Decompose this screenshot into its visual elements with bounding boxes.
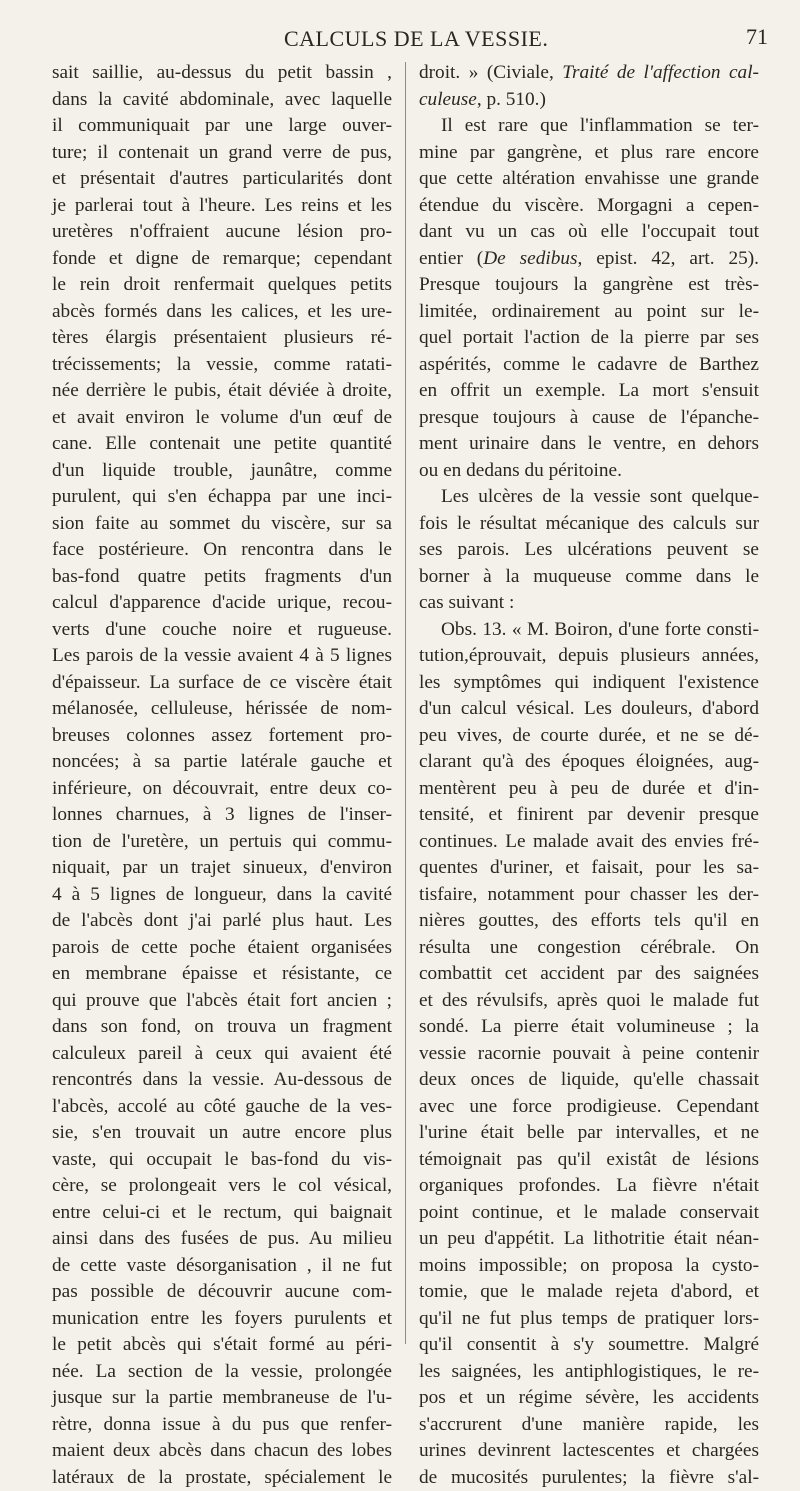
text-line: vessie racornie pouvait à peine contenir bbox=[419, 1041, 759, 1068]
page-number: 71 bbox=[746, 24, 768, 50]
text-line: ses parois. Les ulcérations peuvent se bbox=[419, 537, 759, 564]
text-line: les symptômes qui indiquent l'existence bbox=[419, 670, 759, 697]
text-line: face postérieure. On rencontra dans le bbox=[52, 537, 392, 564]
text-line: qui prouve que l'abcès était fort ancien ; bbox=[52, 988, 392, 1015]
text-line: témoignait pas qu'il existât de lésions bbox=[419, 1147, 759, 1174]
text-line: jusque sur la partie membraneuse de l'u- bbox=[52, 1385, 392, 1412]
text-line: l'urine était belle par intervalles, et ne bbox=[419, 1120, 759, 1147]
text-line: Presque toujours la gangrène est très- bbox=[419, 272, 759, 299]
text-line: née. La section de la vessie, prolongée bbox=[52, 1359, 392, 1386]
text-line: limitée, ordinairement au point sur le- bbox=[419, 299, 759, 326]
text-line: pas possible de découvrir aucune com- bbox=[52, 1279, 392, 1306]
text-line: en offrit un exemple. La mort s'ensuit bbox=[419, 378, 759, 405]
text-line: née derrière le pubis, était déviée à droite, bbox=[52, 378, 392, 405]
text-line: avec une force prodigieuse. Cependant bbox=[419, 1094, 759, 1121]
text-line: que cette altération envahisse une grande bbox=[419, 166, 759, 193]
text-line: quentes d'uriner, et faisait, pour les sa- bbox=[419, 855, 759, 882]
text-line: purulent, qui s'en échappa par une inci- bbox=[52, 484, 392, 511]
text-line: aspérités, comme le cadavre de Barthez bbox=[419, 352, 759, 379]
text-line: point continue, et le malade conservait bbox=[419, 1200, 759, 1227]
text-line: en membrane épaisse et résistante, ce bbox=[52, 961, 392, 988]
text-line: borner à la muqueuse comme dans le bbox=[419, 564, 759, 591]
text-line: inférieure, on découvrait, entre deux co- bbox=[52, 776, 392, 803]
text-line: Les ulcères de la vessie sont quelque- bbox=[419, 484, 759, 511]
text-line: entre celui-ci et le rectum, qui baignait bbox=[52, 1200, 392, 1227]
text-line: continues. Le malade avait des envies fré- bbox=[419, 829, 759, 856]
text-line: trécissements; la vessie, comme ratati- bbox=[52, 352, 392, 379]
text-line: culeuse, p. 510.) bbox=[419, 87, 759, 114]
text-line: breuses colonnes assez fortement pro- bbox=[52, 723, 392, 750]
text-line: tensité, et finirent par devenir presque bbox=[419, 802, 759, 829]
left-column bbox=[52, 60, 392, 1491]
text-line: combattit cet accident par des saignées bbox=[419, 961, 759, 988]
text-line: je parlerai tout à l'heure. Les reins et les bbox=[52, 193, 392, 220]
text-line: résulta une congestion cérébrale. On bbox=[419, 935, 759, 962]
text-line: il communiquait par une large ouver- bbox=[52, 113, 392, 140]
text-line: tisfaire, notamment pour chasser les der- bbox=[419, 882, 759, 909]
text-line: parois de cette poche étaient organisées bbox=[52, 935, 392, 962]
text-line: rencontrés dans la vessie. Au-dessous de bbox=[52, 1067, 392, 1094]
text-line: d'épaisseur. La surface de ce viscère était bbox=[52, 670, 392, 697]
text-line: uretères n'offraient aucune lésion pro- bbox=[52, 219, 392, 246]
text-line: maient deux abcès dans chacun des lobes bbox=[52, 1438, 392, 1465]
text-line: dans son fond, on trouva un fragment bbox=[52, 1014, 392, 1041]
text-line: ainsi dans des fusées de pus. Au milieu bbox=[52, 1226, 392, 1253]
column-divider bbox=[405, 62, 406, 1344]
text-line: noncées; à sa partie latérale gauche et bbox=[52, 749, 392, 776]
text-line: rètre, donna issue à du pus que renfer- bbox=[52, 1412, 392, 1439]
text-line: droit. » (Civiale, Traité de l'affection cal- bbox=[419, 60, 759, 87]
text-line: fonde et digne de remarque; cependant bbox=[52, 246, 392, 273]
text-line: moins impossible; on proposa la cysto- bbox=[419, 1253, 759, 1280]
text-line: fois le résultat mécanique des calculs sur bbox=[419, 511, 759, 538]
text-line: cère, se prolongeait vers le col vésical, bbox=[52, 1173, 392, 1200]
text-line: nières gouttes, des efforts tels qu'il en bbox=[419, 908, 759, 935]
text-line: verts d'une couche noire et rugueuse. bbox=[52, 617, 392, 644]
text-line: organiques profondes. La fièvre n'était bbox=[419, 1173, 759, 1200]
text-line: deux onces de liquide, qu'elle chassait bbox=[419, 1067, 759, 1094]
text-line: tomie, que le malade rejeta d'abord, et bbox=[419, 1279, 759, 1306]
text-line: le petit abcès qui s'était formé au péri- bbox=[52, 1332, 392, 1359]
text-line: ture; il contenait un grand verre de pus, bbox=[52, 140, 392, 167]
text-line: s'accrurent d'une manière rapide, les bbox=[419, 1412, 759, 1439]
text-line: d'un liquide trouble, jaunâtre, comme bbox=[52, 458, 392, 485]
text-line: ou en dedans du péritoine. bbox=[419, 458, 759, 485]
text-line: mine par gangrène, et plus rare encore bbox=[419, 140, 759, 167]
text-line: vaste, qui occupait le bas-fond du vis- bbox=[52, 1147, 392, 1174]
text-line: dans la cavité abdominale, avec laquelle bbox=[52, 87, 392, 114]
text-line: sondé. La pierre était volumineuse ; la bbox=[419, 1014, 759, 1041]
text-line: niquait, par un trajet sinueux, d'environ bbox=[52, 855, 392, 882]
text-line: cane. Elle contenait une petite quantité bbox=[52, 431, 392, 458]
text-line: le rein droit renfermait quelques petits bbox=[52, 272, 392, 299]
text-line: Il est rare que l'inflammation se ter- bbox=[419, 113, 759, 140]
running-header: CALCULS DE LA VESSIE. bbox=[284, 26, 548, 52]
text-line: les saignées, les antiphlogistiques, le re- bbox=[419, 1359, 759, 1386]
text-line: qu'il ne fut plus temps de pratiquer lors- bbox=[419, 1306, 759, 1333]
text-line: abcès formés dans les calices, et les ure- bbox=[52, 299, 392, 326]
text-line: ment urinaire dans le ventre, en dehors bbox=[419, 431, 759, 458]
text-line: 4 à 5 lignes de longueur, dans la cavité bbox=[52, 882, 392, 909]
text-line: clarant qu'à des époques éloignées, aug- bbox=[419, 749, 759, 776]
text-line: sion faite au sommet du viscère, sur sa bbox=[52, 511, 392, 538]
right-column bbox=[419, 60, 759, 1491]
text-line: tion de l'uretère, un pertuis qui commu- bbox=[52, 829, 392, 856]
text-line: presque toujours à cause de l'épanche- bbox=[419, 405, 759, 432]
text-line: d'un calcul vésical. Les douleurs, d'abord bbox=[419, 696, 759, 723]
text-line: mentèrent peu à peu de durée et d'in- bbox=[419, 776, 759, 803]
text-line: entier (De sedibus, epist. 42, art. 25). bbox=[419, 246, 759, 273]
text-line: et présentait d'autres particularités dont bbox=[52, 166, 392, 193]
text-line: Les parois de la vessie avaient 4 à 5 lignes bbox=[52, 643, 392, 670]
text-line: et avait environ le volume d'un œuf de bbox=[52, 405, 392, 432]
text-line: Obs. 13. « M. Boiron, d'une forte consti- bbox=[419, 617, 759, 644]
text-line: cas suivant : bbox=[419, 590, 759, 617]
text-line: de l'abcès dont j'ai parlé plus haut. Les bbox=[52, 908, 392, 935]
text-line: peu vives, de courte durée, et ne se dé- bbox=[419, 723, 759, 750]
text-line: munication entre les foyers purulents et bbox=[52, 1306, 392, 1333]
text-line: un peu d'appétit. La lithotritie était néan- bbox=[419, 1226, 759, 1253]
text-line: bas-fond quatre petits fragments d'un bbox=[52, 564, 392, 591]
text-line: dant vu un cas où elle l'occupait tout bbox=[419, 219, 759, 246]
text-line: sie, s'en trouvait un autre encore plus bbox=[52, 1120, 392, 1147]
text-line: pos et un régime sévère, les accidents bbox=[419, 1385, 759, 1412]
text-line: lonnes charnues, à 3 lignes de l'inser- bbox=[52, 802, 392, 829]
text-line: étendue du viscère. Morgagni a cepen- bbox=[419, 193, 759, 220]
text-line: tères élargis présentaient plusieurs ré- bbox=[52, 325, 392, 352]
text-line: latéraux de la prostate, spécialement le bbox=[52, 1465, 392, 1491]
text-line: mélanosée, celluleuse, hérissée de nom- bbox=[52, 696, 392, 723]
text-line: tution,éprouvait, depuis plusieurs années, bbox=[419, 643, 759, 670]
text-line: l'abcès, accolé au côté gauche de la ves- bbox=[52, 1094, 392, 1121]
text-line: urines devinrent lactescentes et chargées bbox=[419, 1438, 759, 1465]
text-line: et des révulsifs, après quoi le malade fut bbox=[419, 988, 759, 1015]
text-line: quel portait l'action de la pierre par ses bbox=[419, 325, 759, 352]
text-line: calcul d'apparence d'acide urique, recou- bbox=[52, 590, 392, 617]
text-line: qu'il consentit à s'y soumettre. Malgré bbox=[419, 1332, 759, 1359]
text-line: de mucosités purulentes; la fièvre s'al- bbox=[419, 1465, 759, 1491]
text-line: sait saillie, au-dessus du petit bassin , bbox=[52, 60, 392, 87]
text-line: de cette vaste désorganisation , il ne fut bbox=[52, 1253, 392, 1280]
text-line: calculeux pareil à ceux qui avaient été bbox=[52, 1041, 392, 1068]
